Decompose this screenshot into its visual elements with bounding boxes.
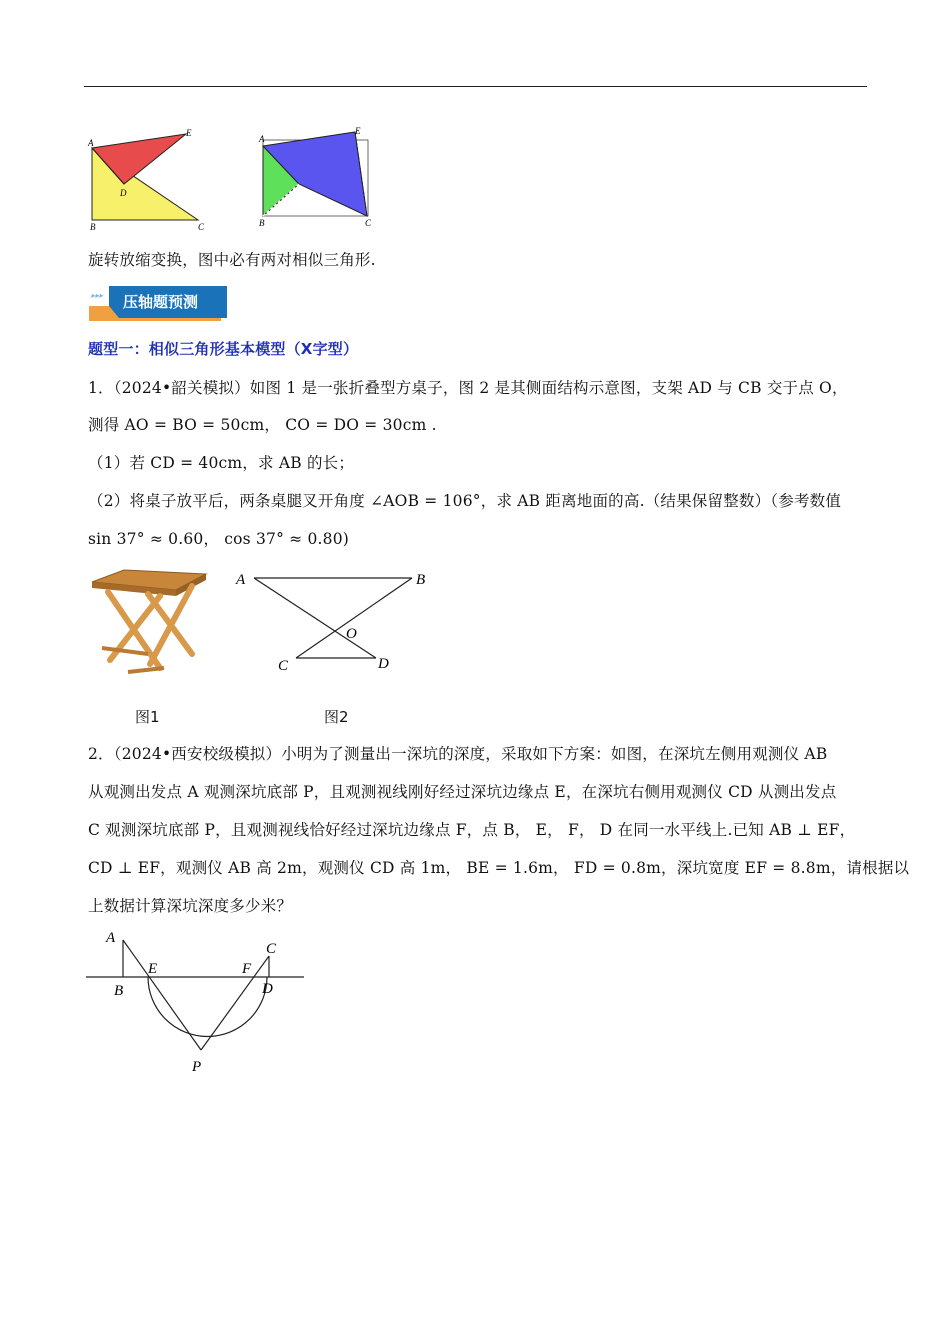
figure-rotation-right	[255, 124, 380, 232]
label-O: O	[346, 626, 357, 642]
label-E: E	[148, 961, 158, 977]
label-E: E	[355, 126, 361, 136]
figure-rotation-left	[86, 126, 216, 234]
q2-line3: C 观测深坑底部 P，且观测视线恰好经过深坑边缘点 F，点 B， E， F， D 在同一水平线上.已知 AB ⊥ EF，	[88, 821, 856, 839]
label-D: D	[262, 981, 273, 997]
svg-text:▸▸▸: ▸▸▸	[91, 291, 104, 300]
label-A: A	[88, 138, 94, 148]
q2-line4: CD ⊥ EF，观测仪 AB 高 2m，观测仪 CD 高 1m， BE = 1.6m， FD = 0.8m，深坑宽度 EF = 8.8m，请根据以	[88, 859, 910, 877]
label-A: A	[259, 134, 265, 144]
q1-line5: sin 37° ≈ 0.60， cos 37° ≈ 0.80)	[88, 530, 350, 548]
label-C: C	[266, 941, 277, 957]
q1-line1: 1．（2024•韶关模拟）如图 1 是一张折叠型方桌子，图 2 是其侧面结构示意图，支架 AD 与 CB 交于点 O，	[88, 379, 848, 397]
label-D: D	[378, 656, 389, 672]
label-B: B	[114, 983, 124, 999]
label-B: B	[90, 222, 96, 232]
label-B: B	[416, 572, 426, 588]
label-C: C	[278, 658, 289, 674]
label-F: F	[242, 961, 252, 977]
folding-table-photo	[88, 568, 210, 680]
banner-label: 压轴题预测	[123, 293, 199, 311]
fig1-caption: 图1	[135, 708, 160, 726]
q2-line1: 2．（2024•西安校级模拟）小明为了测量出一深坑的深度，采取如下方案：如图，在深坑左侧用观测仪 AB	[88, 745, 828, 763]
fig2-caption: 图2	[324, 708, 349, 726]
label-A: A	[106, 930, 116, 946]
label-E: E	[186, 128, 192, 138]
q2-line2: 从观测出发点 A 观测深坑底部 P，且观测视线刚好经过深坑边缘点 E，在深坑右侧用观测仪 CD 从测出发点	[88, 783, 837, 801]
type-heading: 题型一：相似三角形基本模型（X字型）	[88, 340, 359, 358]
q1-line4: （2）将桌子放平后，两条桌腿叉开角度 ∠AOB = 106°，求 AB 距离地面的高.（结果保留整数）（参考数值	[88, 492, 842, 510]
header-rule	[84, 86, 867, 87]
label-P: P	[192, 1059, 202, 1075]
section-banner	[89, 286, 229, 321]
intro-text: 旋转放缩变换，图中必有两对相似三角形.	[88, 251, 376, 269]
figure-deep-pit	[84, 926, 309, 1076]
figure-2-x-shape	[228, 566, 438, 676]
label-B: B	[259, 218, 265, 228]
q2-line5: 上数据计算深坑深度多少米？	[88, 897, 293, 915]
q1-line2: 测得 AO = BO = 50cm， CO = DO = 30cm .	[88, 416, 437, 434]
label-C: C	[198, 222, 205, 232]
label-C: C	[365, 218, 372, 228]
q1-line3: （1）若 CD = 40cm，求 AB 的长；	[88, 454, 355, 472]
label-D: D	[120, 188, 127, 198]
label-A: A	[236, 572, 246, 588]
